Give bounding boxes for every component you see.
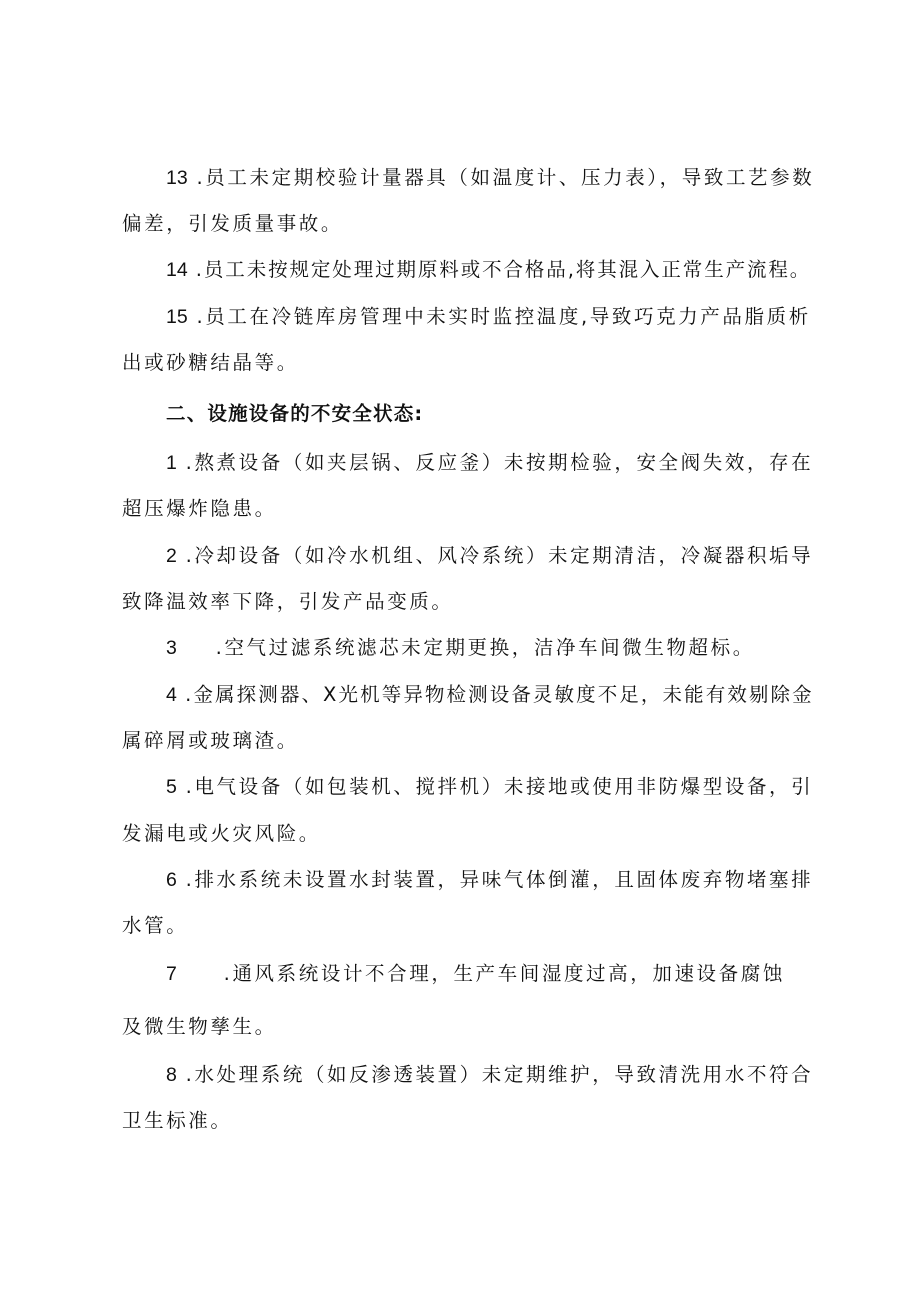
item-text: .水处理系统（如反渗透装置）未定期维护，导致清洗用水不符合: [176, 1063, 814, 1086]
item-2-line-2: 致降温效率下降，引发产品变质。: [122, 590, 454, 613]
item-3-line-1: [166, 636, 755, 660]
item-13-line-1: [166, 166, 814, 190]
item-1-line-1: [166, 451, 813, 475]
item-5-line-1: [166, 775, 813, 799]
item-text: .电气设备（如包装机、搅拌机）未接地或使用非防爆型设备，引: [176, 775, 814, 798]
item-8-line-1: [166, 1063, 813, 1087]
item-4-line-2: 属碎屑或玻璃渣。: [122, 729, 299, 752]
item-number: 8: [166, 1064, 177, 1086]
item-number: 4: [166, 684, 177, 706]
item-text: .空气过滤系统滤芯未定期更换，洁净车间微生物超标。: [206, 636, 755, 659]
item-text: .员工未按规定处理过期原料或不合格品,将其混入正常生产流程。: [187, 258, 812, 281]
item-number: 15: [166, 306, 188, 328]
item-number: 2: [166, 545, 177, 567]
item-2-line-1: [166, 544, 813, 568]
item-7-line-2: 及微生物孳生。: [122, 1015, 277, 1038]
item-text: .通风系统设计不合理，生产车间湿度过高，加速设备腐蚀: [214, 962, 785, 985]
item-text: .排水系统未设置水封装置，异味气体倒灌，且固体废弃物堵塞排: [176, 868, 814, 891]
item-8-line-2: 卫生标准。: [122, 1109, 233, 1132]
item-number: 5: [166, 776, 177, 798]
item-text: .熬煮设备（如夹层锅、反应釜）未按期检验，安全阀失效，存在: [176, 451, 814, 474]
item-number: 7: [166, 963, 177, 985]
item-15-line-2: 出或砂糖结晶等。: [122, 351, 299, 374]
item-text: .员工未定期校验计量器具（如温度计、压力表），导致工艺参数: [187, 166, 815, 189]
item-1-line-2: 超压爆炸隐患。: [122, 497, 277, 520]
item-15-line-1: [166, 305, 811, 329]
item-7-line-1: [166, 962, 785, 986]
section-heading: 二、设施设备的不安全状态:: [166, 402, 424, 425]
item-4-line-1: [166, 683, 814, 707]
item-text: .冷却设备（如冷水机组、风冷系统）未定期清洁，冷凝器积垢导: [176, 544, 814, 567]
item-text: .员工在冷链库房管理中未实时监控温度,导致巧克力产品脂质析: [187, 305, 811, 328]
item-6-line-2: 水管。: [122, 914, 189, 937]
item-number: 13: [166, 167, 188, 189]
item-13-line-2: 偏差，引发质量事故。: [122, 212, 344, 235]
item-number: 3: [166, 637, 177, 659]
item-number: 1: [166, 452, 177, 474]
item-number: 14: [166, 259, 188, 281]
item-text: .金属探测器、X光机等异物检测设备灵敏度不足，未能有效剔除金: [176, 683, 814, 706]
item-6-line-1: [166, 868, 813, 892]
item-14-line-1: [166, 258, 811, 282]
item-5-line-2: 发漏电或火灾风险。: [122, 822, 321, 845]
item-number: 6: [166, 869, 177, 891]
